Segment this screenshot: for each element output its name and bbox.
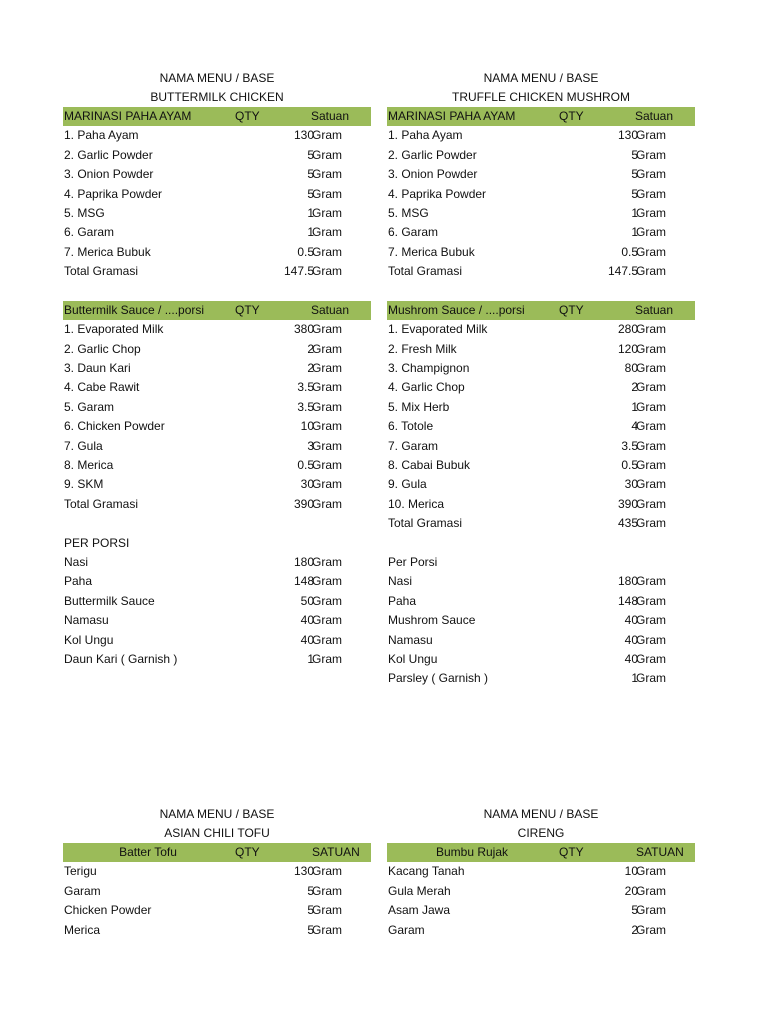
ingredient-name: Paha [388, 593, 417, 608]
ingredient-name: Chicken Powder [64, 903, 152, 918]
ingredient-unit: Gram [636, 574, 666, 589]
ingredient-name: 8. Cabai Bubuk [388, 458, 471, 473]
table-row [63, 921, 371, 940]
ingredient-unit: Gram [312, 574, 342, 589]
table-header-row [387, 843, 695, 862]
ingredient-unit: Gram [636, 205, 666, 220]
table-row [387, 514, 695, 533]
ingredient-qty: 180 [293, 554, 314, 569]
menu-label: NAMA MENU / BASE [483, 71, 599, 85]
table-row [387, 572, 695, 591]
ingredient-qty: 20 [624, 883, 638, 898]
ingredient-unit: Gram [312, 496, 342, 511]
ingredient-unit: Gram [636, 922, 666, 937]
menu-name: BUTTERMILK CHICKEN [150, 90, 284, 104]
ingredient-unit: Gram [636, 458, 666, 473]
per-porsi-label: Per Porsi [388, 554, 438, 569]
ingredient-qty: 50 [300, 593, 314, 608]
table-row [387, 223, 695, 242]
header-item: Batter Tofu [119, 845, 177, 859]
table-row [387, 495, 695, 514]
ingredient-name: Total Gramasi [64, 264, 139, 279]
header-unit: Satuan [311, 109, 350, 123]
ingredient-qty: 280 [617, 322, 638, 337]
ingredient-unit: Gram [312, 477, 342, 492]
ingredient-qty: 30 [300, 477, 314, 492]
ingredient-qty: 147.5 [607, 264, 638, 279]
ingredient-unit: Gram [312, 651, 342, 666]
table-row [63, 611, 371, 630]
ingredient-unit: Gram [312, 264, 342, 279]
ingredient-unit: Gram [312, 864, 342, 879]
ingredient-unit: Gram [636, 632, 666, 647]
ingredient-name: 4. Paprika Powder [388, 186, 487, 201]
table-row [387, 340, 695, 359]
ingredient-unit: Gram [636, 516, 666, 531]
ingredient-name: 2. Fresh Milk [388, 341, 457, 356]
ingredient-unit: Gram [636, 593, 666, 608]
ingredient-qty: 40 [624, 613, 638, 628]
ingredient-qty: 0.5 [621, 244, 638, 259]
ingredient-qty: 5 [307, 147, 314, 162]
ingredient-name: 5. MSG [388, 205, 429, 220]
table-row [63, 320, 371, 339]
ingredient-qty: 5 [307, 903, 314, 918]
ingredient-unit: Gram [636, 322, 666, 337]
table-row [63, 456, 371, 475]
table-row [63, 553, 371, 572]
ingredient-unit: Gram [312, 554, 342, 569]
ingredient-name: Terigu [64, 864, 97, 879]
header-qty: QTY [559, 302, 584, 317]
ingredient-unit: Gram [636, 438, 666, 453]
ingredient-name: Nasi [64, 554, 89, 569]
table-row [63, 650, 371, 669]
ingredient-qty: 180 [617, 574, 638, 589]
ingredient-unit: Gram [312, 922, 342, 937]
ingredient-name: 1. Evaporated Milk [64, 322, 164, 337]
ingredient-name: 4. Garlic Chop [388, 380, 465, 395]
ingredient-qty: 5 [307, 186, 314, 201]
table-row [63, 475, 371, 494]
ingredient-name: 9. Gula [388, 477, 427, 492]
ingredient-name: 5. Mix Herb [388, 399, 450, 414]
ingredient-name: 1. Paha Ayam [64, 128, 139, 143]
ingredient-name: Nasi [388, 574, 413, 589]
ingredient-unit: Gram [636, 864, 666, 879]
header-qty: QTY [235, 845, 260, 859]
ingredient-name: 6. Totole [388, 419, 434, 434]
ingredient-unit: Gram [636, 399, 666, 414]
menu-name: CIRENG [517, 826, 565, 840]
ingredient-name: Daun Kari ( Garnish ) [64, 651, 178, 666]
ingredient-qty: 435 [617, 516, 638, 531]
ingredient-qty: 390 [617, 496, 638, 511]
ingredient-qty: 3.5 [297, 399, 314, 414]
ingredient-unit: Gram [636, 613, 666, 628]
table-row [63, 862, 371, 881]
table-row [387, 882, 695, 901]
ingredient-name: 9. SKM [64, 477, 104, 492]
table-row [387, 204, 695, 223]
ingredient-unit: Gram [312, 613, 342, 628]
ingredient-qty: 5 [307, 167, 314, 182]
ingredient-qty: 120 [617, 341, 638, 356]
ingredient-qty: 3.5 [297, 380, 314, 395]
header-unit: Satuan [311, 302, 350, 317]
ingredient-qty: 40 [624, 632, 638, 647]
table-row [387, 398, 695, 417]
header-unit: Satuan [635, 302, 674, 317]
ingredient-qty: 0.5 [297, 458, 314, 473]
header-item: Bumbu Rujak [435, 845, 509, 859]
table-row [387, 650, 695, 669]
ingredient-unit: Gram [636, 380, 666, 395]
table-row [63, 437, 371, 456]
table-row [387, 669, 695, 688]
table-header-row [63, 843, 371, 862]
table-row [387, 592, 695, 611]
ingredient-qty: 5 [307, 883, 314, 898]
table-row [387, 185, 695, 204]
ingredient-qty: 5 [631, 147, 638, 162]
ingredient-name: Mushrom Sauce [388, 613, 476, 628]
per-porsi-label: PER PORSI [64, 535, 130, 550]
ingredient-qty: 380 [293, 322, 314, 337]
ingredient-unit: Gram [312, 632, 342, 647]
ingredient-name: 1. Paha Ayam [388, 128, 463, 143]
table-row [387, 243, 695, 262]
table-row [63, 223, 371, 242]
ingredient-name: 5. Garam [64, 399, 115, 414]
table-row [387, 165, 695, 184]
ingredient-name: 4. Paprika Powder [64, 186, 163, 201]
ingredient-name: Total Gramasi [64, 496, 139, 511]
sauce-table [387, 301, 695, 534]
ingredient-unit: Gram [312, 438, 342, 453]
table-row [387, 126, 695, 145]
ingredient-qty: 80 [624, 361, 638, 376]
header-unit: SATUAN [312, 845, 360, 859]
ingredient-unit: Gram [636, 671, 666, 686]
table-row [387, 611, 695, 630]
table-row [63, 243, 371, 262]
ingredient-qty: 40 [300, 632, 314, 647]
table-header-row [387, 107, 695, 126]
ingredient-name: Garam [64, 883, 101, 898]
ingredient-unit: Gram [636, 341, 666, 356]
ingredient-name: 3. Champignon [388, 361, 470, 376]
ingredient-qty: 130 [293, 128, 314, 143]
ingredient-name: Buttermilk Sauce [64, 593, 155, 608]
table-row [387, 456, 695, 475]
table-row [387, 417, 695, 436]
ingredient-unit: Gram [636, 244, 666, 259]
table-row [387, 921, 695, 940]
bumbu-table [387, 843, 695, 940]
ingredient-qty: 390 [293, 496, 314, 511]
menu-label: NAMA MENU / BASE [159, 71, 275, 85]
table-row [63, 398, 371, 417]
table-row [387, 475, 695, 494]
ingredient-name: 3. Onion Powder [64, 167, 154, 182]
ingredient-name: Namasu [388, 632, 433, 647]
ingredient-qty: 5 [307, 922, 314, 937]
table-header-row [63, 301, 371, 320]
ingredient-name: 3. Onion Powder [388, 167, 478, 182]
ingredient-name: 3. Daun Kari [64, 361, 131, 376]
header-qty: QTY [559, 845, 584, 859]
ingredient-qty: 148 [293, 574, 314, 589]
table-row [387, 378, 695, 397]
recipe-buttermilk-chicken [63, 69, 371, 669]
ingredient-name: 6. Garam [64, 225, 115, 240]
ingredient-qty: 2 [307, 341, 314, 356]
header-qty: QTY [235, 302, 260, 317]
ingredient-name: 10. Merica [388, 496, 445, 511]
header-item: MARINASI PAHA AYAM [64, 109, 192, 123]
ingredient-qty: 148 [617, 593, 638, 608]
table-row [63, 204, 371, 223]
ingredient-name: 7. Merica Bubuk [388, 244, 475, 259]
ingredient-unit: Gram [312, 128, 342, 143]
ingredient-name: 7. Gula [64, 438, 103, 453]
table-row [387, 359, 695, 378]
ingredient-unit: Gram [636, 264, 666, 279]
table-row [63, 262, 371, 281]
header-qty: QTY [235, 109, 260, 123]
header-qty: QTY [559, 109, 584, 123]
header-item: Buttermilk Sauce / ....porsi [64, 302, 205, 317]
ingredient-unit: Gram [636, 903, 666, 918]
ingredient-name: Paha [64, 574, 93, 589]
table-row [63, 340, 371, 359]
ingredient-name: Parsley ( Garnish ) [388, 671, 489, 686]
ingredient-unit: Gram [636, 883, 666, 898]
recipe-cireng [387, 805, 695, 940]
ingredient-name: Asam Jawa [388, 903, 451, 918]
ingredient-qty: 0.5 [621, 458, 638, 473]
ingredient-unit: Gram [312, 458, 342, 473]
table-row [63, 572, 371, 591]
table-row [63, 882, 371, 901]
menu-name: TRUFFLE CHICKEN MUSHROM [451, 90, 630, 104]
header-unit: SATUAN [636, 845, 684, 859]
ingredient-unit: Gram [312, 341, 342, 356]
ingredient-unit: Gram [312, 322, 342, 337]
ingredient-name: 4. Cabe Rawit [64, 380, 140, 395]
ingredient-name: 2. Garlic Chop [64, 341, 141, 356]
ingredient-name: 8. Merica [64, 458, 114, 473]
ingredient-unit: Gram [636, 186, 666, 201]
ingredient-qty: 1 [307, 225, 314, 240]
ingredient-unit: Gram [312, 147, 342, 162]
ingredient-unit: Gram [312, 883, 342, 898]
ingredient-unit: Gram [312, 205, 342, 220]
ingredient-qty: 5 [631, 903, 638, 918]
table-row [63, 417, 371, 436]
ingredient-qty: 40 [624, 651, 638, 666]
ingredient-name: 1. Evaporated Milk [388, 322, 488, 337]
ingredient-name: 7. Garam [388, 438, 439, 453]
ingredient-qty: 147.5 [283, 264, 314, 279]
ingredient-unit: Gram [312, 361, 342, 376]
ingredient-qty: 1 [307, 205, 314, 220]
table-row [63, 126, 371, 145]
ingredient-name: Kol Ungu [64, 632, 114, 647]
ingredient-unit: Gram [636, 128, 666, 143]
per-porsi-list [387, 572, 695, 688]
table-row [63, 146, 371, 165]
table-row [63, 165, 371, 184]
header-item: Mushrom Sauce / ....porsi [388, 302, 525, 317]
table-row [63, 378, 371, 397]
ingredient-unit: Gram [636, 477, 666, 492]
ingredient-unit: Gram [636, 167, 666, 182]
ingredient-qty: 10 [300, 419, 314, 434]
table-row [63, 495, 371, 514]
batter-table [63, 843, 371, 940]
marinasi-table [387, 107, 695, 282]
ingredient-qty: 5 [631, 167, 638, 182]
table-row [387, 437, 695, 456]
ingredient-name: 7. Merica Bubuk [64, 244, 151, 259]
header-item: MARINASI PAHA AYAM [388, 109, 516, 123]
sauce-table [63, 301, 371, 514]
recipe-asian-chili-tofu [63, 805, 371, 940]
ingredient-qty: 130 [617, 128, 638, 143]
ingredient-unit: Gram [312, 225, 342, 240]
table-row [63, 901, 371, 920]
ingredient-unit: Gram [312, 186, 342, 201]
ingredient-qty: 1 [631, 225, 638, 240]
per-porsi-list [63, 553, 371, 669]
table-row [387, 320, 695, 339]
ingredient-name: Merica [64, 922, 101, 937]
table-row [63, 631, 371, 650]
ingredient-qty: 2 [307, 361, 314, 376]
table-header-row [63, 107, 371, 126]
ingredient-qty: 0.5 [297, 244, 314, 259]
ingredient-unit: Gram [312, 399, 342, 414]
ingredient-unit: Gram [312, 593, 342, 608]
ingredient-name: Garam [388, 922, 425, 937]
table-row [387, 146, 695, 165]
ingredient-qty: 4 [631, 419, 638, 434]
ingredient-unit: Gram [636, 361, 666, 376]
ingredient-qty: 1 [631, 671, 638, 686]
menu-label: NAMA MENU / BASE [159, 807, 275, 821]
ingredient-unit: Gram [312, 167, 342, 182]
ingredient-qty: 2 [631, 380, 638, 395]
ingredient-qty: 3 [307, 438, 314, 453]
ingredient-qty: 1 [631, 205, 638, 220]
ingredient-qty: 1 [307, 651, 314, 666]
table-row [63, 592, 371, 611]
ingredient-name: 2. Garlic Powder [64, 147, 153, 162]
table-row [387, 262, 695, 281]
ingredient-qty: 5 [631, 186, 638, 201]
ingredient-qty: 40 [300, 613, 314, 628]
ingredient-name: 2. Garlic Powder [388, 147, 477, 162]
menu-label: NAMA MENU / BASE [483, 807, 599, 821]
table-row [63, 185, 371, 204]
ingredient-name: Namasu [64, 613, 109, 628]
ingredient-unit: Gram [312, 380, 342, 395]
table-row [387, 862, 695, 881]
table-header-row [387, 301, 695, 320]
ingredient-unit: Gram [312, 419, 342, 434]
ingredient-name: Total Gramasi [388, 264, 463, 279]
ingredient-name: Gula Merah [388, 883, 451, 898]
ingredient-name: Kacang Tanah [388, 864, 465, 879]
ingredient-unit: Gram [312, 903, 342, 918]
ingredient-qty: 10 [624, 864, 638, 879]
table-row [387, 631, 695, 650]
ingredient-qty: 3.5 [621, 438, 638, 453]
ingredient-unit: Gram [636, 496, 666, 511]
table-row [63, 359, 371, 378]
header-unit: Satuan [635, 109, 674, 123]
recipe-truffle-chicken-mushrom [387, 69, 695, 689]
ingredient-unit: Gram [636, 651, 666, 666]
ingredient-unit: Gram [636, 419, 666, 434]
ingredient-unit: Gram [312, 244, 342, 259]
ingredient-name: Total Gramasi [388, 516, 463, 531]
menu-name: ASIAN CHILI TOFU [164, 826, 270, 840]
ingredient-qty: 130 [293, 864, 314, 879]
ingredient-qty: 30 [624, 477, 638, 492]
ingredient-qty: 1 [631, 399, 638, 414]
ingredient-name: Kol Ungu [388, 651, 438, 666]
ingredient-unit: Gram [636, 225, 666, 240]
ingredient-qty: 2 [631, 922, 638, 937]
marinasi-table [63, 107, 371, 282]
ingredient-name: 6. Chicken Powder [64, 419, 165, 434]
table-row [387, 901, 695, 920]
ingredient-name: 5. MSG [64, 205, 105, 220]
ingredient-name: 6. Garam [388, 225, 439, 240]
ingredient-unit: Gram [636, 147, 666, 162]
